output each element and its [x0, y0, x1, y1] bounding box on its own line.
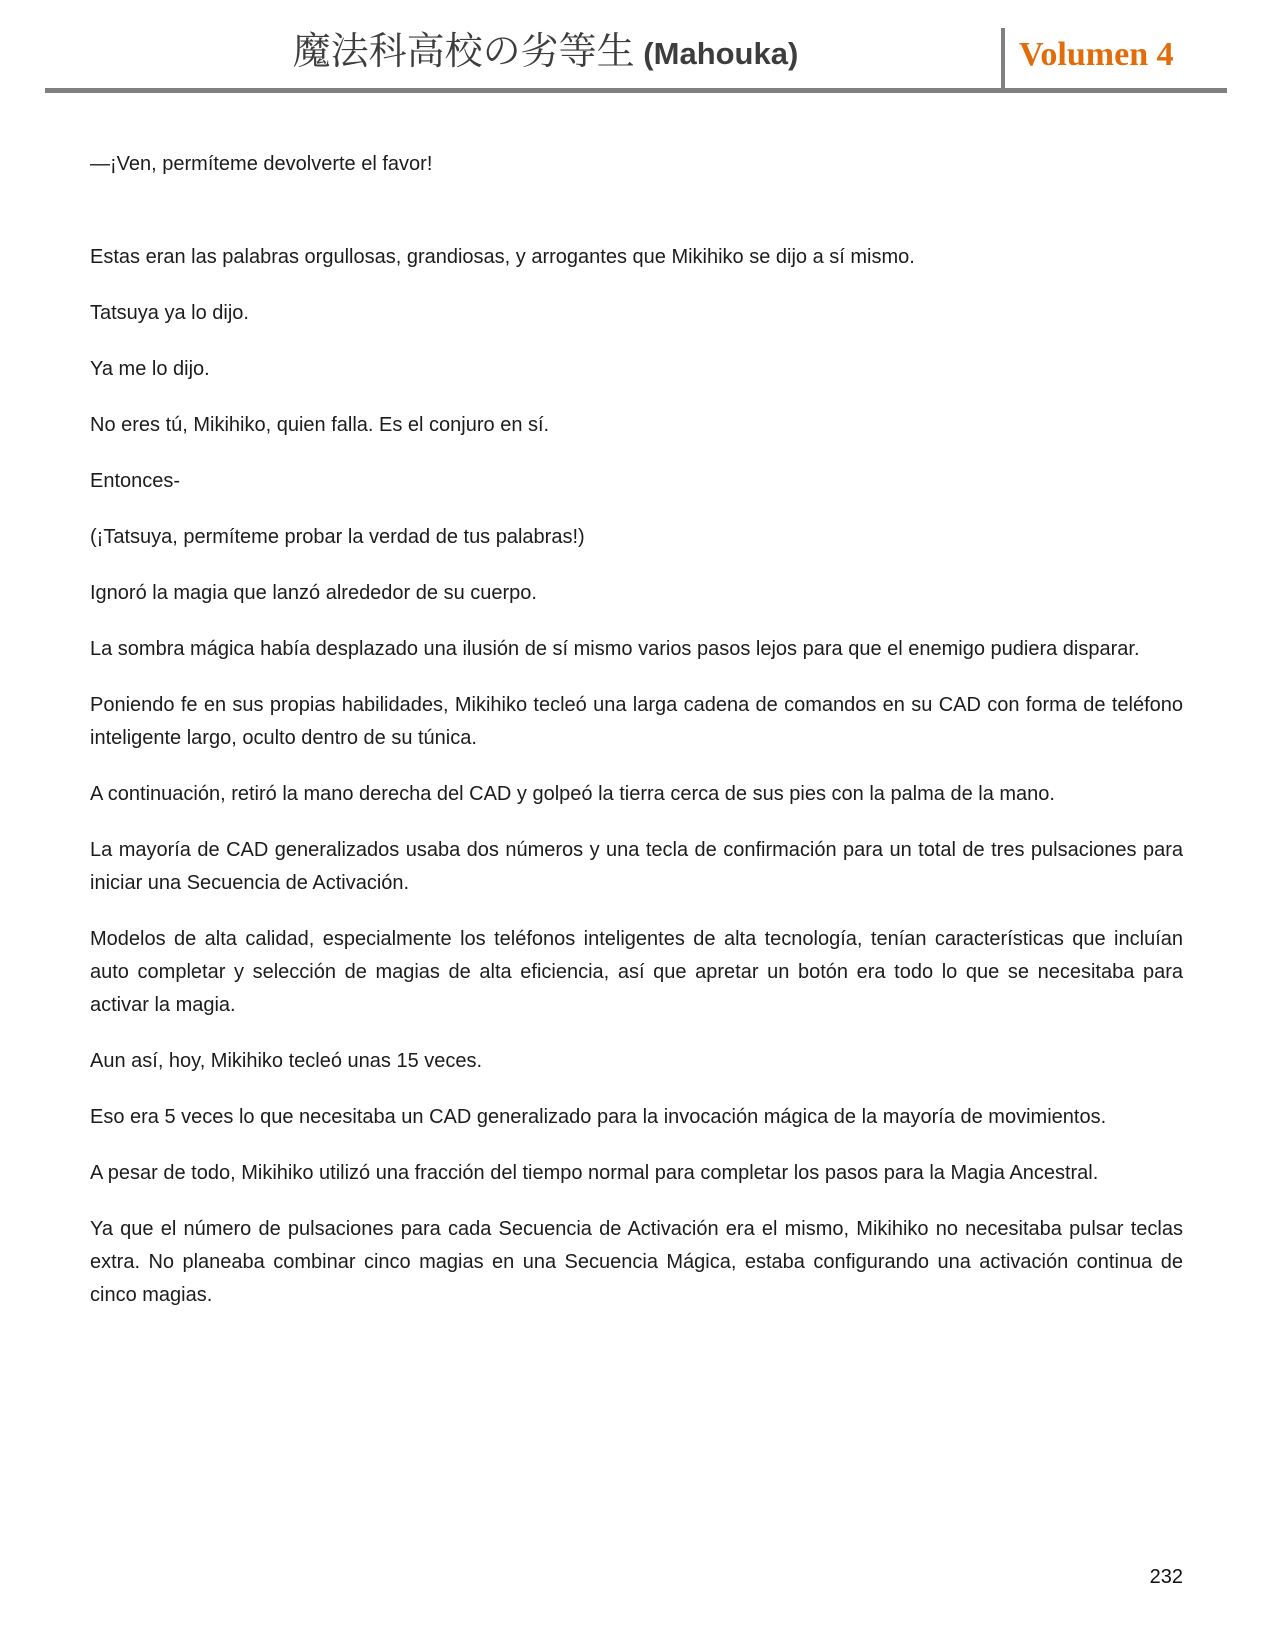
paragraph: Entonces-	[90, 470, 181, 492]
paragraph: Poniendo fe en sus propias habilidades, Mikihiko tecleó una larga cadena de comandos en su CAD con forma de teléfono inteligente largo, oculto dentro de su túnica.	[90, 694, 1183, 749]
paragraph: A pesar de todo, Mikihiko utilizó una fracción del tiempo normal para completar los pasos para la Magia Ancestral.	[90, 1162, 1099, 1184]
paragraph: Estas eran las palabras orgullosas, grandiosas, y arrogantes que Mikihiko se dijo a sí mismo.	[90, 246, 915, 268]
paragraph: Tatsuya ya lo dijo.	[90, 302, 249, 324]
paragraph: Ya que el número de pulsaciones para cada Secuencia de Activación era el mismo, Mikihiko no necesitaba pulsar teclas extra. No planeaba combinar cinco magias en una Secuencia Mágica, estaba configurando una activación continua de cinco magias.	[90, 1218, 1183, 1306]
paragraph: Modelos de alta calidad, especialmente los teléfonos inteligentes de alta tecnología, tenían características que incluían auto completar y selección de magias de alta eficiencia, así que apretar un botón era todo lo que se necesitaba para activar la magia.	[90, 928, 1183, 1016]
paragraph: —¡Ven, permíteme devolverte el favor!	[90, 153, 433, 175]
paragraph: Ya me lo dijo.	[90, 358, 210, 380]
volume-label: Volumen 4	[1019, 36, 1174, 73]
page-header-title	[90, 26, 1001, 79]
paragraph: A continuación, retiró la mano derecha del CAD y golpeó la tierra cerca de sus pies con la palma de la mano.	[90, 783, 1055, 805]
paragraph: La mayoría de CAD generalizados usaba dos números y una tecla de confirmación para un total de tres pulsaciones para iniciar una Secuencia de Activación.	[90, 839, 1183, 894]
header-title-japanese: 魔法科高校の劣等生	[292, 29, 635, 73]
paragraph	[90, 204, 1183, 218]
paragraph: Aun así, hoy, Mikihiko tecleó unas 15 veces.	[90, 1050, 483, 1072]
paragraph: Eso era 5 veces lo que necesitaba un CAD generalizado para la invocación mágica de la mayoría de movimientos.	[90, 1106, 1107, 1128]
paragraph: Ignoró la magia que lanzó alrededor de su cuerpo.	[90, 582, 537, 604]
paragraph: (¡Tatsuya, permíteme probar la verdad de tus palabras!)	[90, 526, 585, 548]
page-number: 232	[1149, 1566, 1183, 1588]
header-rule	[45, 88, 1227, 93]
paragraph: La sombra mágica había desplazado una ilusión de sí mismo varios pasos lejos para que el enemigo pudiera disparar.	[90, 638, 1140, 660]
header-title-latin: (Mahouka)	[634, 36, 799, 71]
body-text	[90, 148, 1183, 1335]
header-vertical-divider	[1001, 28, 1005, 88]
paragraph: No eres tú, Mikihiko, quien falla. Es el conjuro en sí.	[90, 414, 550, 436]
